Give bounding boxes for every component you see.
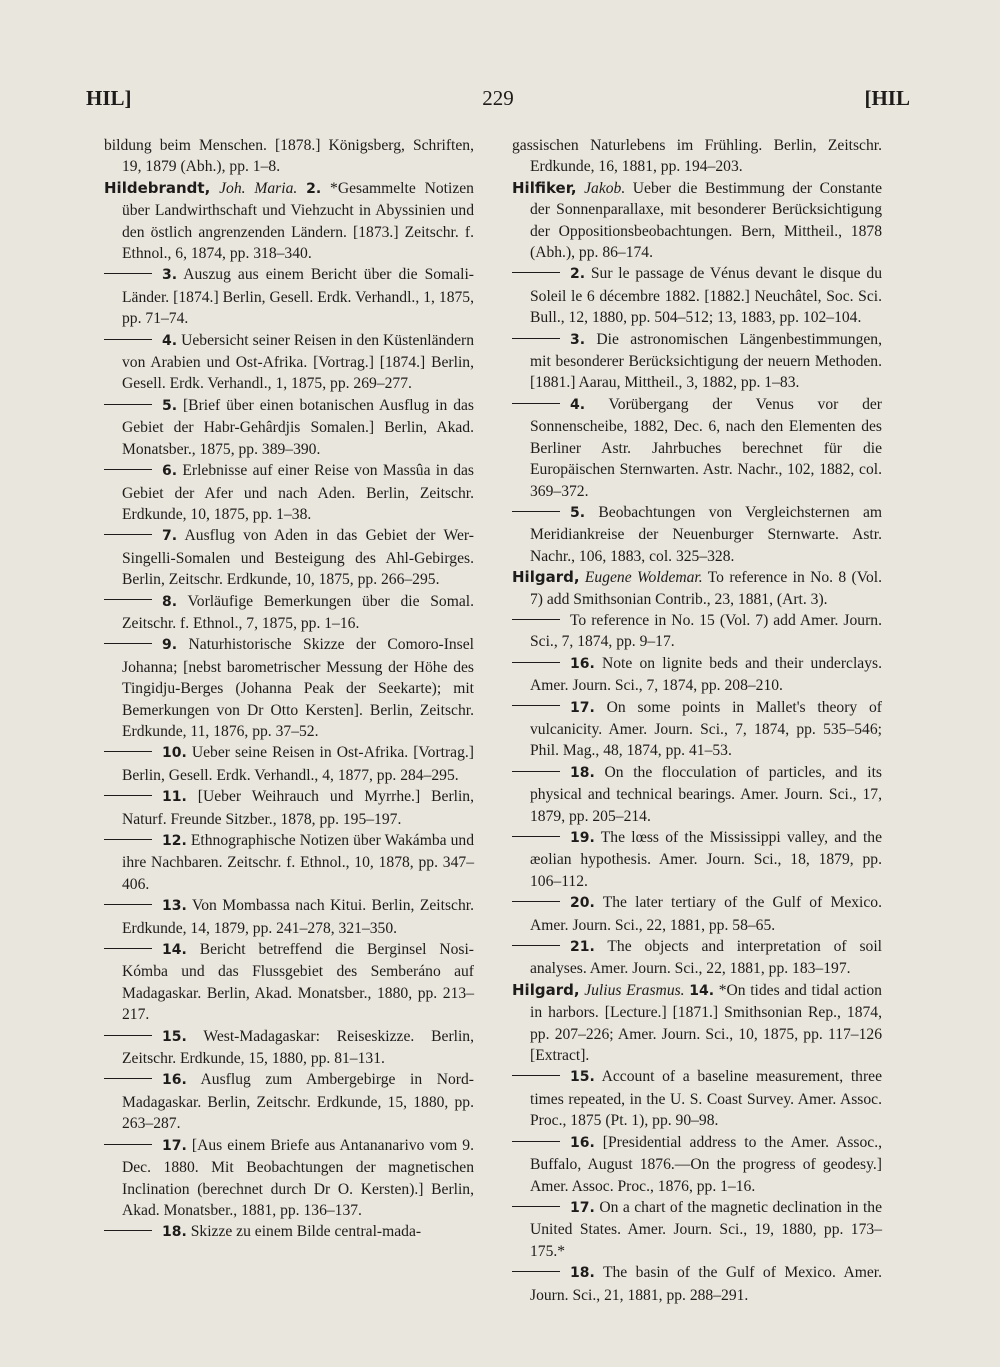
entry-number: 18. [162, 1224, 187, 1241]
bibliography-entry [512, 135, 882, 178]
entry-text: Vorübergang der Venus vor der Sonnenscheibe, 1882, Dec. 6, nach den Elementen des Berliner Astr. Jahrbuches berechnet für die Europäischen Sternwarten. Astr. Nachr., 102, 1882, col. 369–372. [530, 395, 882, 500]
bibliography-entry [104, 460, 474, 525]
ditto-dash [512, 511, 560, 512]
entry-text: To reference in No. 15 (Vol. 7) add Amer. Journ. Sci., 7, 1874, pp. 9–17. [530, 611, 882, 651]
bibliography-entry [512, 178, 882, 264]
entry-number: 17. [570, 699, 595, 716]
bibliography-entry [104, 330, 474, 395]
entry-number: 2. [306, 180, 322, 197]
entry-text: Sur le passage de Vénus devant le disque du Soleil le 6 décembre 1882. [1882.] Neuchâtel, Soc. Sci. Bull., 12, 1880, pp. 504–512; 13, 1883, pp. 102–104. [530, 265, 882, 327]
ditto-dash [512, 1271, 560, 1272]
entry-number: 3. [570, 331, 586, 348]
ditto-dash [512, 705, 560, 706]
entry-number: 8. [162, 593, 178, 610]
entry-text: The lœss of the Mississippi valley, and the æolian hypothesis. Amer. Journ. Sci., 18, 1879, pp. 106–112. [530, 829, 882, 890]
bibliography-entry [512, 1132, 882, 1197]
entry-number: 15. [162, 1028, 187, 1045]
bibliography-entry [104, 895, 474, 939]
entry-number: 10. [162, 745, 187, 762]
entry-number: 16. [570, 1134, 595, 1151]
entry-text: Note on lignite beds and their underclays. Amer. Journ. Sci., 7, 1874, pp. 208–210. [530, 654, 882, 695]
bibliography-entry [104, 1135, 474, 1222]
bibliography-entry [512, 936, 882, 980]
entry-number: 13. [162, 898, 187, 915]
entry-number: 14. [162, 942, 187, 959]
entry-text: Ausflug zum Ambergebirge in Nord-Madagaskar. Berlin, Zeitschr. Erdkunde, 15, 1880, pp. 263–287. [122, 1071, 474, 1133]
ditto-dash [104, 839, 152, 840]
entry-text: Uebersicht seiner Reisen in den Küstenländern von Arabien und Ost-Afrika. [Vortrag.] [1874.] Berlin, Gesell. Erdk. Verhandl., 1, 1875, pp. 269–277. [122, 331, 474, 393]
bibliography-entry [512, 567, 882, 610]
entry-text: Ueber die Bestimmung der Constante der Sonnenparallaxe, mit besonderer Berücksichtigung der Oppositionsbeobachtungen. Bern, Mittheil., 1878 (Abh.), pp. 86–174. [530, 179, 882, 262]
entry-text: Beobachtungen von Vergleichsternen am Meridiankreise der Neuenburger Sternwarte. Astr. Nachr., 106, 1883, col. 325–328. [530, 503, 882, 565]
entry-text: On a chart of the magnetic declination in the United States. Amer. Journ. Sci., 19, 1880, pp. 173–175.* [530, 1198, 882, 1260]
ditto-dash [512, 338, 560, 339]
ditto-dash [512, 945, 560, 946]
author-name: Hildebrandt, [104, 178, 211, 197]
bibliography-entry [512, 697, 882, 762]
ditto-dash [104, 339, 152, 340]
bibliography-entry [104, 395, 474, 460]
bibliography-entry [512, 502, 882, 567]
author-given-name: Eugene Woldemar. [584, 569, 703, 587]
bibliography-entry [512, 762, 882, 827]
entry-text: Bericht betreffend die Berginsel Nosi-Kómba und das Flussgebiet des Semberáno auf Madagaskar. Berlin, Akad. Monatsber., 1880, pp. 213–217. [122, 941, 474, 1024]
entry-text: On some points in Mallet's theory of vulcanicity. Amer. Journ. Sci., 7, 1874, pp. 535–546; Phil. Mag., 48, 1874, pp. 41–53. [530, 698, 882, 760]
entry-number: 2. [570, 266, 586, 283]
author-given-name: Jakob. [584, 179, 626, 197]
entry-number: 5. [162, 397, 178, 414]
ditto-dash [512, 1075, 560, 1076]
entry-number: 5. [570, 504, 586, 521]
bibliography-entry [512, 394, 882, 502]
entry-text: Ausflug von Aden in das Gebiet der Wer-Singelli-Somalen und Besteigung des Ahl-Gebirges. Berlin, Zeitschr. Erdkunde, 10, 1875, pp. 266–295. [122, 527, 474, 589]
entry-number: 20. [570, 895, 595, 912]
entry-number: 16. [162, 1072, 187, 1089]
entry-text: Auszug aus einem Bericht über die Somali-Länder. [1874.] Berlin, Gesell. Erdk. Verhandl., 1, 1875, pp. 71–74. [122, 266, 474, 328]
bibliography-entry [512, 827, 882, 892]
entry-number: 15. [570, 1069, 595, 1086]
entry-number: 18. [570, 764, 595, 781]
entry-number: 12. [162, 833, 187, 849]
ditto-dash [512, 836, 560, 837]
entry-text: Skizze zu einem Bilde central-mada- [190, 1223, 422, 1241]
bibliography-entry [104, 135, 474, 178]
ditto-dash [104, 1144, 152, 1145]
entry-text: The later tertiary of the Gulf of Mexico. Amer. Journ. Sci., 22, 1881, pp. 58–65. [530, 894, 882, 934]
entry-number: 7. [162, 528, 178, 545]
bibliography-entry [104, 1221, 474, 1243]
ditto-dash [512, 901, 560, 902]
entry-text: Naturhistorische Skizze der Comoro-Insel Johanna; [nebst barometrischer Messung der Höhe des Tingidju-Berges (Johanna Peak der Seekarte); mit Bemerkungen von Dr Otto Kersten]. Berlin, Zeitschr. Erdkunde, 11, 1876, pp. 37–52. [122, 636, 474, 740]
author-given-name: Julius Erasmus. [584, 981, 685, 999]
entry-number: 18. [570, 1265, 595, 1282]
bibliography-entry [512, 1197, 882, 1262]
bibliography-entry [104, 264, 474, 329]
bibliography-entry [104, 830, 474, 895]
bibliography-entry [104, 1069, 474, 1134]
author-name: Hilfiker, [512, 178, 577, 197]
running-header [86, 86, 910, 116]
ditto-dash [104, 1078, 152, 1079]
entry-text: *On tides and tidal action in harbors. [Lecture.] [1871.] Smithsonian Rep., 1874, pp. 207–226; Amer. Journ. Sci., 10, 1875, pp. 117–126 [Extract]. [530, 981, 882, 1065]
bibliography-entry [512, 1066, 882, 1131]
bibliography-entry [104, 742, 474, 786]
bibliography-entry [104, 786, 474, 830]
entry-text: On the flocculation of particles, and its physical and technical bearings. Amer. Journ. Sci., 17, 1879, pp. 205–214. [530, 763, 882, 825]
entry-text: gassischen Naturlebens im Frühling. Berlin, Zeitschr. Erdkunde, 16, 1881, pp. 194–203. [512, 137, 882, 176]
entry-text: Ueber seine Reisen in Ost-Afrika. [Vortrag.] Berlin, Gesell. Erdk. Verhandl., 4, 1877, pp. 284–295. [122, 744, 474, 784]
bibliography-entry [512, 980, 882, 1067]
entry-text: Ethnographische Notizen über Wakámba und ihre Nachbaren. Zeitschr. f. Ethnol., 10, 1878, pp. 347–406. [122, 832, 474, 893]
entry-number: 6. [162, 463, 178, 480]
entry-number: 4. [570, 396, 586, 413]
entry-text: Erlebnisse auf einer Reise von Massûa in das Gebiet der Afer und nach Aden. Berlin, Zeitschr. Erdkunde, 10, 1875, pp. 1–38. [122, 462, 474, 523]
ditto-dash [104, 469, 152, 470]
bibliography-entry [512, 610, 882, 653]
entry-text: Von Mombassa nach Kitui. Berlin, Zeitschr. Erdkunde, 14, 1879, pp. 241–278, 321–350. [122, 897, 474, 937]
bibliography-entry [104, 178, 474, 265]
entry-text: [Presidential address to the Amer. Assoc., Buffalo, August 1876.—On the progress of geodesy.] Amer. Assoc. Proc., 1876, pp. 1–16. [530, 1133, 882, 1195]
entry-text: West-Madagaskar: Reiseskizze. Berlin, Zeitschr. Erdkunde, 15, 1880, pp. 81–131. [122, 1027, 474, 1068]
entry-number: 17. [570, 1199, 595, 1216]
ditto-dash [104, 599, 152, 600]
ditto-dash [104, 534, 152, 535]
entry-text: *Gesammelte Notizen über Landwirthschaft und Viehzucht in Abyssinien und den östlich angrenzenden Ländern. [1873.] Zeitschr. f. Ethnol., 6, 1874, pp. 318–340. [122, 179, 474, 263]
bibliography-entry [104, 525, 474, 590]
bibliography-entry [512, 329, 882, 394]
ditto-dash [104, 273, 152, 274]
ditto-dash [512, 771, 560, 772]
ditto-dash [104, 795, 152, 796]
entry-text: Account of a baseline measurement, three times repeated, in the U. S. Coast Survey. Amer. Assoc. Proc., 1875 (Pt. 1), pp. 90–98. [530, 1068, 882, 1130]
entry-number: 9. [162, 637, 178, 654]
author-name: Hilgard, [512, 980, 580, 999]
entry-text: [Aus einem Briefe aus Antananarivo vom 9. Dec. 1880. Mit Beobachtungen der magnetischen Inclination (berechnet durch Dr O. Kersten).] Berlin, Akad. Monatsber., 1881, pp. 136–137. [122, 1136, 475, 1219]
right-column [512, 135, 882, 1306]
author-name: Hilgard, [512, 568, 580, 587]
header-left: HIL] [86, 86, 132, 110]
entry-text: [Brief über einen botanischen Ausflug in das Gebiet der Habr-Gehârdjis Somalen.] Berlin, Akad. Monatsber., 1875, pp. 389–390. [122, 396, 474, 458]
ditto-dash [512, 272, 560, 273]
entry-text: [Ueber Weihrauch und Myrrhe.] Berlin, Naturf. Freunde Sitzber., 1878, pp. 195–197. [122, 788, 474, 828]
entry-number: 16. [570, 655, 595, 672]
entry-number: 19. [570, 830, 595, 846]
page-number: 229 [482, 86, 514, 110]
bibliography-entry [104, 591, 474, 635]
entry-text: Die astronomischen Längenbestimmungen, mit besonderer Berücksichtigung der neuern Methoden. [1881.] Aarau, Mittheil., 3, 1882, pp. 1–83. [530, 330, 882, 392]
entry-number: 11. [162, 789, 187, 806]
bibliography-entry [512, 653, 882, 697]
author-given-name: Joh. Maria. [219, 179, 298, 197]
bibliography-entry [104, 634, 474, 742]
bibliography-entry [512, 263, 882, 328]
bibliography-entry [104, 939, 474, 1026]
ditto-dash [512, 619, 560, 620]
entry-number: 3. [162, 267, 178, 284]
bibliography-entry [512, 892, 882, 936]
header-right: [HIL [864, 86, 910, 110]
left-column [104, 135, 474, 1244]
entry-text: The objects and interpretation of soil analyses. Amer. Journ. Sci., 22, 1881, pp. 183–197. [530, 938, 882, 978]
entry-number: 4. [162, 332, 178, 349]
entry-number: 14. [689, 982, 715, 999]
ditto-dash [104, 1035, 152, 1036]
ditto-dash [104, 948, 152, 949]
ditto-dash [104, 904, 152, 905]
ditto-dash [104, 404, 152, 405]
entry-text: The basin of the Gulf of Mexico. Amer. Journ. Sci., 21, 1881, pp. 288–291. [530, 1264, 882, 1304]
ditto-dash [104, 1230, 152, 1231]
ditto-dash [104, 751, 152, 752]
ditto-dash [512, 403, 560, 404]
ditto-dash [512, 662, 560, 663]
ditto-dash [512, 1206, 560, 1207]
entry-text: bildung beim Menschen. [1878.] Königsberg, Schriften, 19, 1879 (Abh.), pp. 1–8. [104, 137, 474, 176]
entry-number: 17. [162, 1137, 187, 1154]
ditto-dash [512, 1141, 560, 1142]
entry-text: To reference in No. 8 (Vol. 7) add Smithsonian Contrib., 23, 1881, (Art. 3). [530, 569, 883, 608]
entry-text: Vorläufige Bemerkungen über die Somal. Zeitschr. f. Ethnol., 7, 1875, pp. 1–16. [122, 592, 475, 632]
entry-number: 21. [570, 939, 595, 956]
bibliography-entry [104, 1026, 474, 1070]
ditto-dash [104, 643, 152, 644]
bibliography-entry [512, 1262, 882, 1306]
